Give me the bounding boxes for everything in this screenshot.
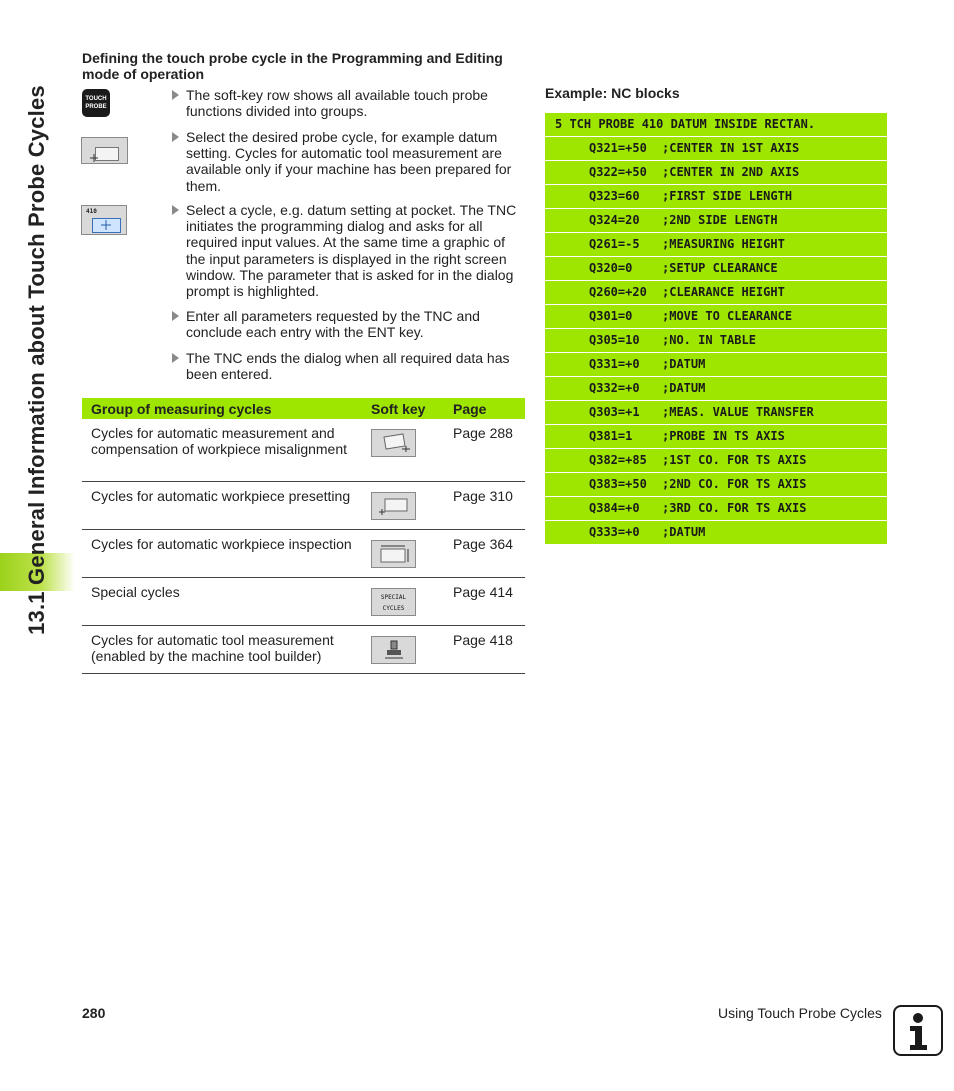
crosshair-icon	[101, 220, 111, 230]
column-header-page: Page	[444, 398, 525, 419]
nc-block-row: Q381=1 ;PROBE IN TS AXIS	[545, 425, 887, 448]
nc-block-row: Q322=+50 ;CENTER IN 2ND AXIS	[545, 161, 887, 184]
chapter-side-title: 13.1 General Information about Touch Probe Cycles	[24, 85, 49, 635]
step-item: Select the desired probe cycle, for example datum setting. Cycles for automatic tool measurement are available only if your machine has been prepared for them.	[172, 129, 524, 194]
step-item: The TNC ends the dialog when all required data has been entered.	[172, 350, 524, 382]
nc-block-row: Q384=+0 ;3RD CO. FOR TS AXIS	[545, 497, 887, 520]
page-number: 280	[82, 1005, 106, 1021]
step-item: Enter all parameters requested by the TNC and conclude each entry with the ENT key.	[172, 308, 524, 340]
nc-block-row: Q331=+0 ;DATUM	[545, 353, 887, 376]
cycle-410-softkey-icon: 410	[81, 205, 127, 235]
arrow-bullet-icon	[172, 205, 179, 215]
column-header-group: Group of measuring cycles	[82, 398, 362, 419]
tool-measurement-softkey-icon	[371, 636, 416, 664]
nc-block-row: Q382=+85 ;1ST CO. FOR TS AXIS	[545, 449, 887, 472]
nc-block-row: Q383=+50 ;2ND CO. FOR TS AXIS	[545, 473, 887, 496]
nc-block-row: Q333=+0 ;DATUM	[545, 521, 887, 544]
nc-block-list	[545, 113, 887, 545]
arrow-bullet-icon	[172, 353, 179, 363]
nc-block-row: Q323=60 ;FIRST SIDE LENGTH	[545, 185, 887, 208]
nc-block-row: Q303=+1 ;MEAS. VALUE TRANSFER	[545, 401, 887, 424]
table-row: Cycles for automatic workpiece inspection Page 364	[82, 530, 525, 578]
running-footer-title: Using Touch Probe Cycles	[718, 1005, 882, 1021]
example-title: Example: NC blocks	[545, 85, 680, 101]
section-heading: Defining the touch probe cycle in the Programming and Editing mode of operation	[82, 50, 503, 82]
table-row: Cycles for automatic workpiece presetting Page 310	[82, 482, 525, 530]
touch-probe-key-icon: TOUCH PROBE	[82, 89, 110, 117]
arrow-bullet-icon	[172, 311, 179, 321]
arrow-bullet-icon	[172, 90, 179, 100]
nc-block-row: Q261=-5 ;MEASURING HEIGHT	[545, 233, 887, 256]
inspection-softkey-icon	[371, 540, 416, 568]
step-item: Select a cycle, e.g. datum setting at pocket. The TNC initiates the programming dialog and asks for all required input values. At the same time a graphic of the input parameters is displayed in the right screen window. The parameter that is asked for in the dialog prompt is highlighted.	[172, 202, 524, 299]
nc-block-row: Q301=0 ;MOVE TO CLEARANCE	[545, 305, 887, 328]
presetting-softkey-icon	[371, 492, 416, 520]
column-header-softkey: Soft key	[362, 398, 444, 419]
probe-marker-icon	[90, 154, 98, 162]
arrow-bullet-icon	[172, 132, 179, 142]
measuring-cycles-table	[82, 398, 525, 674]
nc-block-row: Q324=20 ;2ND SIDE LENGTH	[545, 209, 887, 232]
table-row: Cycles for automatic tool measurement (enabled by the machine tool builder) Page 418	[82, 626, 525, 674]
nc-block-row: Q260=+20 ;CLEARANCE HEIGHT	[545, 281, 887, 304]
special-cycles-softkey-icon: SPECIAL CYCLES	[371, 588, 416, 616]
step-item: The soft-key row shows all available touch probe functions divided into groups.	[172, 87, 524, 119]
nc-block-row: Q321=+50 ;CENTER IN 1ST AXIS	[545, 137, 887, 160]
table-row: Special cycles SPECIAL CYCLES Page 414	[82, 578, 525, 626]
info-icon	[893, 1005, 943, 1056]
nc-block-row: Q305=10 ;NO. IN TABLE	[545, 329, 887, 352]
nc-block-header: 5 TCH PROBE 410 DATUM INSIDE RECTAN.	[545, 113, 887, 136]
misalignment-softkey-icon	[371, 429, 416, 457]
nc-block-row: Q332=+0 ;DATUM	[545, 377, 887, 400]
nc-block-row: Q320=0 ;SETUP CLEARANCE	[545, 257, 887, 280]
table-row: Cycles for automatic measurement and compensation of workpiece misalignment Page 288	[82, 419, 525, 482]
datum-setting-softkey-icon	[81, 137, 128, 164]
